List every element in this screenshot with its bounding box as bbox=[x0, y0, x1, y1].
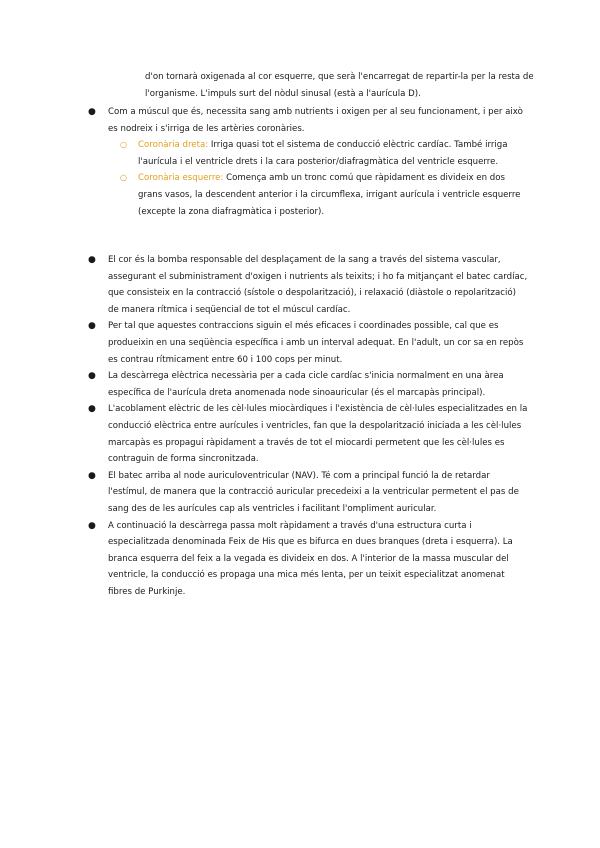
highlight-label: Coronària dreta: bbox=[138, 140, 209, 151]
sub-item-body: Comença amb un tronc comú que ràpidament es divideix en dos grans vasos, la descendent anterior i la circumflexa, irrigant aurícula i ventricle esquerre (excepte la zona diafragmàtica i posterior). bbox=[138, 173, 521, 217]
list-item bbox=[88, 104, 528, 220]
list-item bbox=[88, 468, 528, 518]
list-item bbox=[88, 518, 528, 601]
list-item-text: La descàrrega elèctrica necessària per a cada cicle cardíac s'inicia normalment en una àrea específica de l'aurícula dreta anomenada node sinoauricular (és el marcapàs principal). bbox=[108, 371, 504, 398]
list-item bbox=[88, 401, 528, 467]
sub-list-item-text bbox=[138, 170, 528, 220]
bullet-list-conduction bbox=[88, 252, 528, 600]
list-item-text: El cor és la bomba responsable del desplaçament de la sang a través del sistema vascular, assegurant el subministrament d'oxigen i nutrients als teixits; i ho fa mitjançant el batec cardíac, que consisteix en la contracció (sístole o despolarització), i relaxació (diàstole o repolarització) de manera rítmica i seqüencial de tot el múscul cardíac. bbox=[108, 255, 528, 315]
bullet-icon: ● bbox=[88, 371, 96, 382]
bullet-icon: ● bbox=[88, 107, 96, 117]
sub-list-item-text bbox=[138, 137, 528, 170]
hollow-bullet-icon: ○ bbox=[120, 173, 127, 183]
sub-list-item bbox=[108, 170, 528, 220]
list-item bbox=[88, 368, 528, 401]
bullet-icon: ● bbox=[88, 470, 96, 481]
list-item bbox=[88, 318, 528, 368]
sub-item-body: Irriga quasi tot el sistema de conducció elèctric cardíac. També irriga l'aurícula i el ventricle drets i la cara posterior/diafragmàtica del ventricle esquerre. bbox=[138, 140, 508, 167]
bullet-icon: ● bbox=[88, 321, 96, 332]
list-item-text: L'acoblament elèctric de les cèl·lules miocàrdiques i l'existència de cèl·lules especialitzades en la conducció elèctrica entre aurícules i ventricles, fan que la despolarització iniciada a les cèl·lules marcapàs es propagui ràpidament a través de tot el miocardi permetent que les cèl·lules es contraguin de forma sincronitzada. bbox=[108, 404, 528, 465]
bullet-list-coronaries bbox=[88, 104, 528, 220]
sub-list bbox=[108, 137, 528, 220]
sub-list-item bbox=[108, 137, 528, 170]
highlight-label: Coronària esquerre: bbox=[138, 173, 224, 184]
bullet-icon: ● bbox=[88, 520, 96, 531]
continuation-paragraph: d'on tornarà oxigenada al cor esquerre, que serà l'encarregat de repartir-la per la resta de l'organisme. L'impuls surt del nòdul sinusal (està a l'aurícula D). bbox=[145, 72, 534, 99]
list-item-text: A continuació la descàrrega passa molt ràpidament a través d'una estructura curta i especialitzada denominada Feix de His que es bifurca en dues branques (dreta i esquerra). La branca esquerra del feix a la vegada es divideix en dos. A l'interior de la massa muscular del ventricle, la conducció es propaga una mica més lenta, per un teixit especialitzat anomenat fibres de Purkinje. bbox=[108, 520, 513, 597]
list-item-text: El batec arriba al node auriculoventricular (NAV). Té com a principal funció la de retardar l'estímul, de manera que la contracció auricular precedeixi a la ventricular permetent el pas de sang des de les aurícules cap als ventricles i facilitant l'ompliment auricular. bbox=[108, 470, 519, 514]
bullet-icon: ● bbox=[88, 404, 96, 415]
list-item-text: Com a múscul que és, necessita sang amb nutrients i oxigen per al seu funcionament, i per això es nodreix i s'irriga de les artèries coronàries. bbox=[108, 107, 523, 134]
list-item-text: Per tal que aquestes contraccions siguin el més eficaces i coordinades possible, cal que es produeixin en una seqüència específica i amb un interval adequat. En l'adult, un cor sa en repòs es contrau rítmicament entre 60 i 100 cops per minut. bbox=[108, 321, 524, 365]
hollow-bullet-icon: ○ bbox=[120, 140, 127, 150]
bullet-icon: ● bbox=[88, 255, 96, 265]
list-item bbox=[88, 252, 528, 318]
